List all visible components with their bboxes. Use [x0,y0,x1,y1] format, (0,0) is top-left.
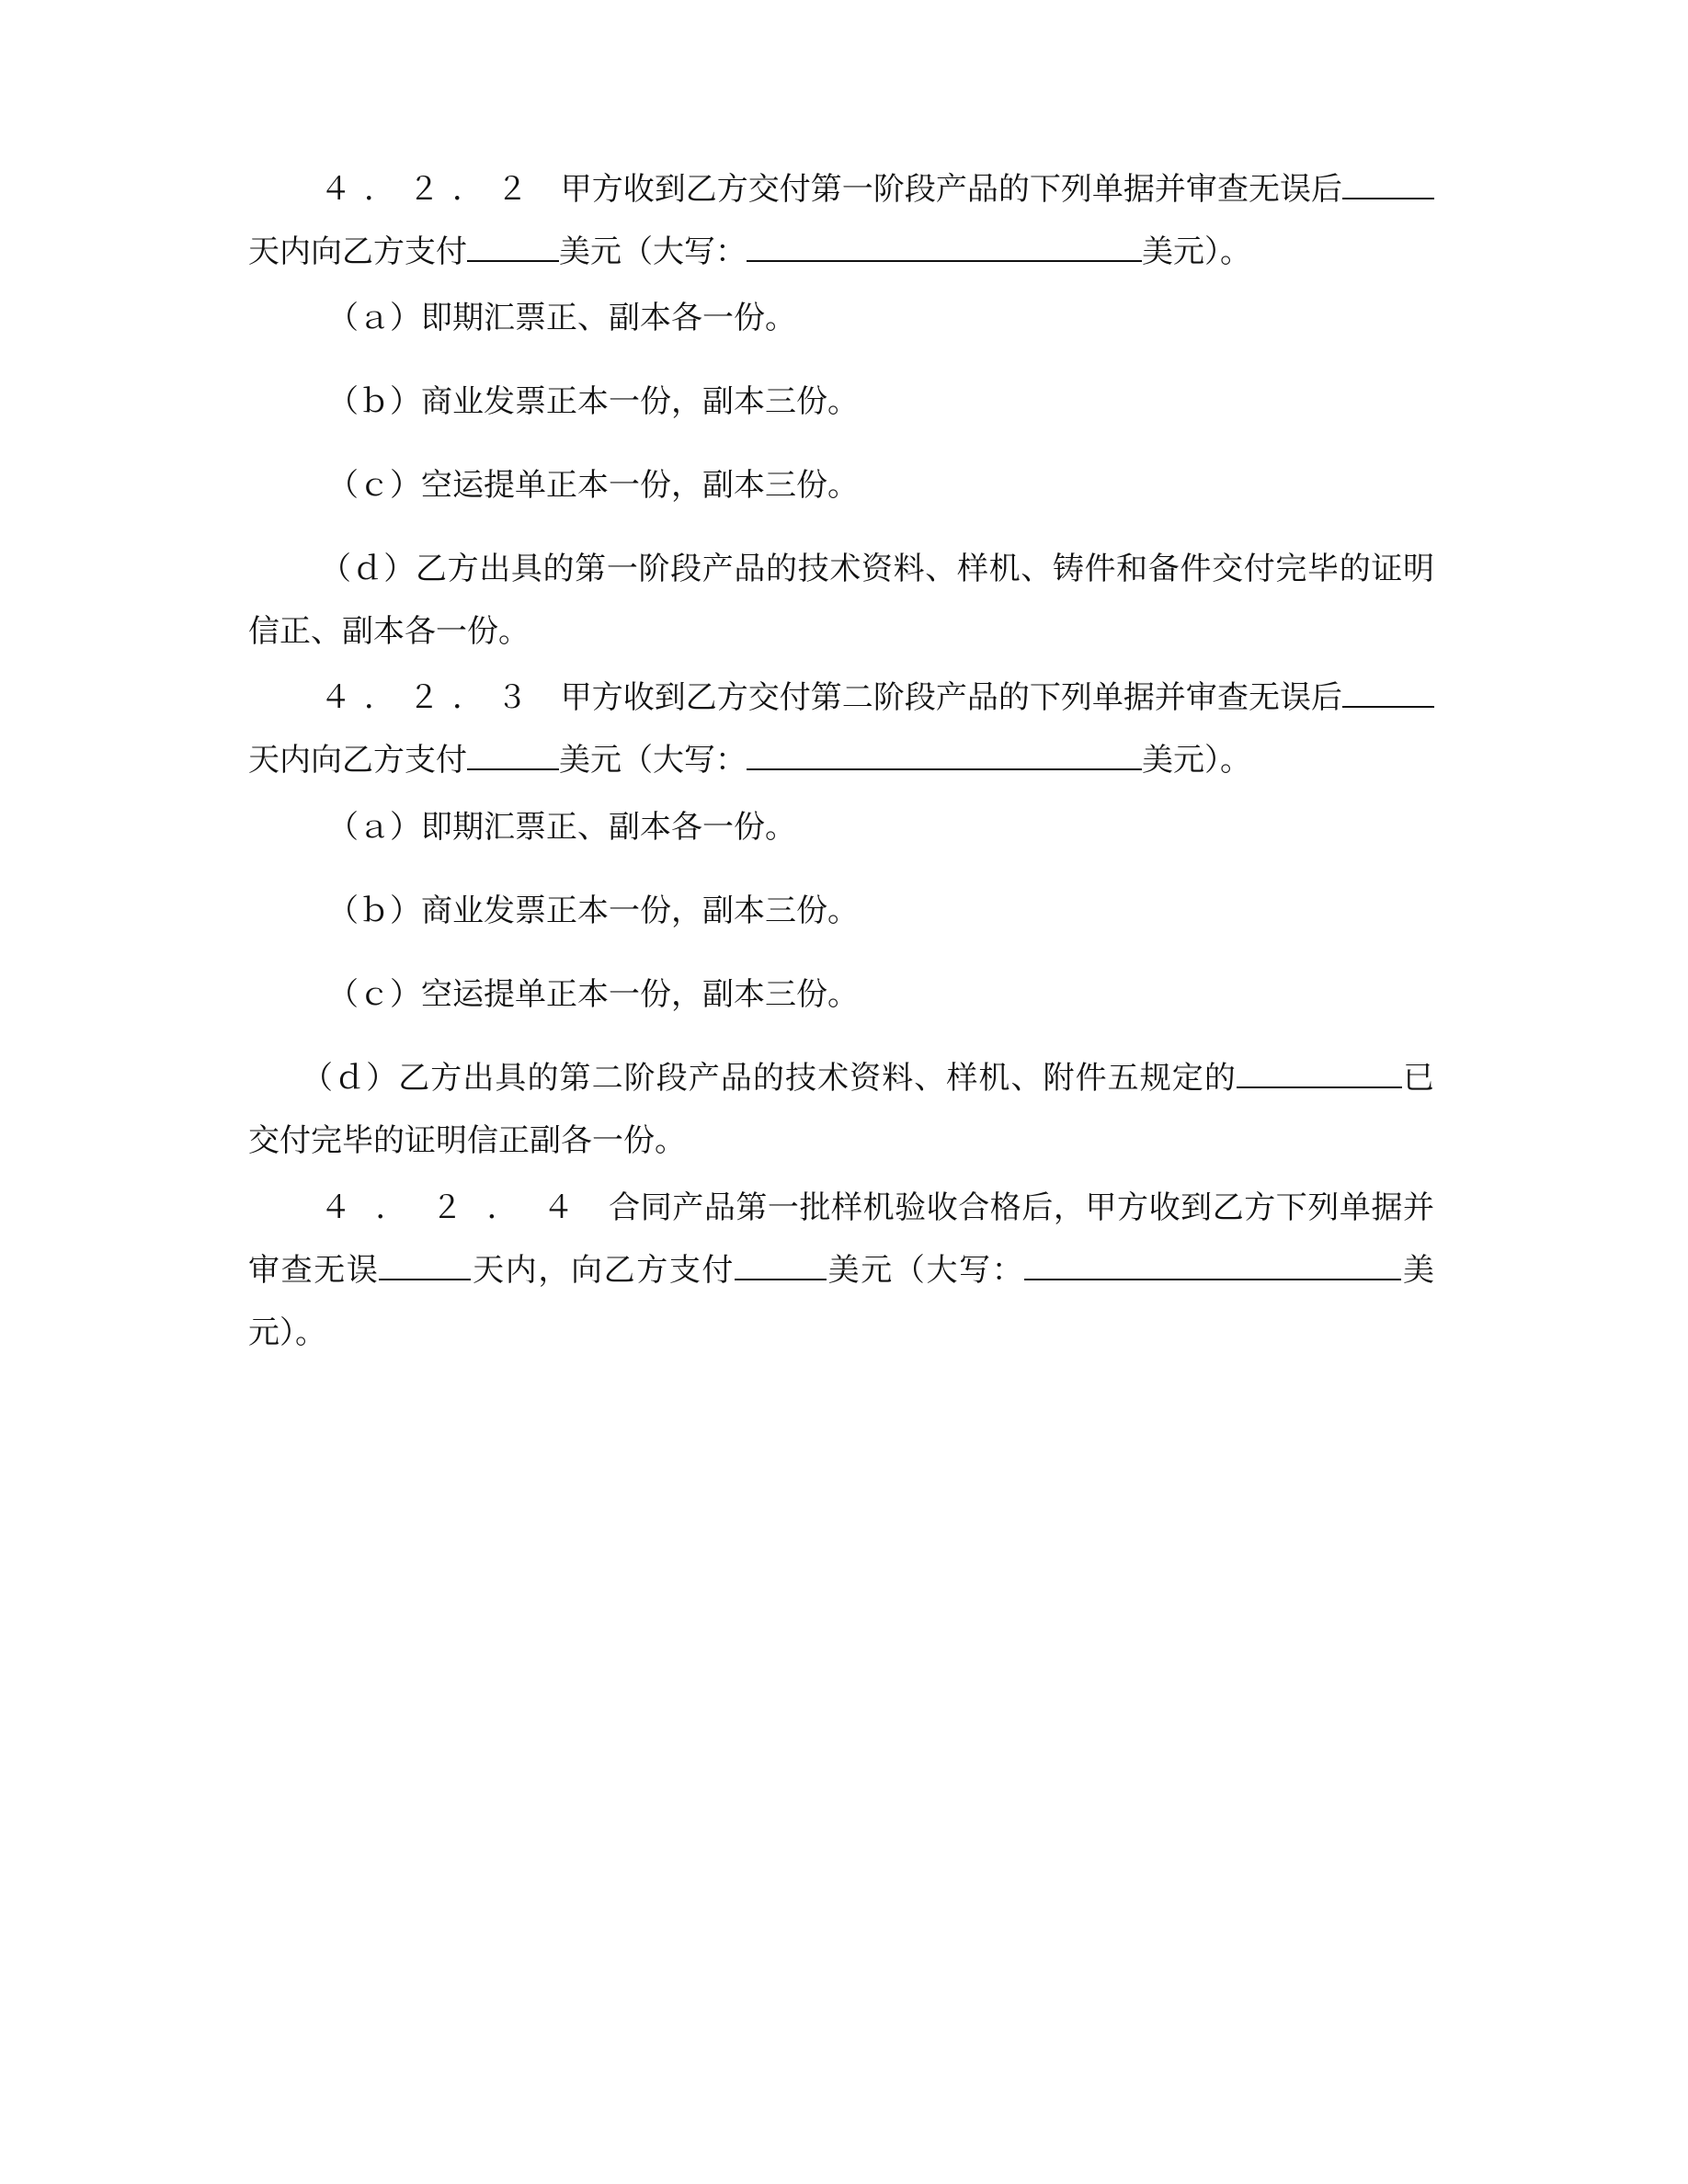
section-number: ４．２．２ [320,171,542,208]
blank-amount-words[interactable] [747,234,1142,262]
list-item: （ｂ）商业发票正本一份，副本三份。 [327,893,859,929]
paragraph-text: 美元）。 [248,1252,1435,1351]
paragraph-text: 天内，向乙方支付 [471,1252,736,1289]
paragraph-text: 已交付完毕的证明信正副各一份。 [248,1060,1435,1159]
blank-amount-words[interactable] [747,743,1142,770]
blank-amount[interactable] [467,234,559,262]
list-item: （ｃ）空运提单正本一份，副本三份。 [327,467,859,504]
list-item: （ｄ）乙方出具的第一阶段产品的技术资料、样机、铸件和备件交付完毕的证明信正、副本各一份。 [248,551,1434,650]
list-item: （ｂ）商业发票正本一份，副本三份。 [327,383,859,420]
section-4-2-3-paragraph [248,666,1434,791]
paragraph-text: 甲方收到乙方交付第二阶段产品的下列单据并审查无误后 [560,679,1342,716]
list-item: （ａ）即期汇票正、副本各一份。 [327,300,796,336]
blank-amount[interactable] [467,743,559,770]
paragraph-text: 天内向乙方支付 [248,742,467,779]
section-number: ４．２．４ [320,1189,599,1226]
document-page [248,0,1434,2184]
list-item: （ｃ）空运提单正本一份，副本三份。 [327,976,859,1013]
section-4-2-2-paragraph [248,158,1434,283]
paragraph-text: 甲方收到乙方交付第一阶段产品的下列单据并审查无误后 [560,171,1342,208]
section-number: ４．２．３ [320,679,542,716]
blank-amount[interactable] [735,1253,827,1280]
blank-days[interactable] [1342,172,1434,199]
paragraph-text: 美元（大写： [827,1252,1025,1289]
section-4-2-4-paragraph [248,1177,1434,1364]
blank-item[interactable] [1237,1061,1402,1088]
blank-days[interactable] [379,1253,471,1280]
paragraph-text: 合同产品第一批样机验收合格后，甲方收到乙方下列单据并审查无误 [248,1189,1435,1289]
blank-amount-words[interactable] [1024,1253,1401,1280]
paragraph-text: 天内向乙方支付 [248,233,467,270]
list-item: （ａ）即期汇票正、副本各一份。 [327,809,796,846]
paragraph-text: 美元）。 [1142,233,1251,270]
blank-days[interactable] [1342,680,1434,708]
paragraph-text: 美元（大写： [559,233,747,270]
paragraph-text: 美元）。 [1142,742,1251,779]
paragraph-text: 美元（大写： [559,742,747,779]
list-item [248,1047,1434,1172]
paragraph-text: （ｄ）乙方出具的第二阶段产品的技术资料、样机、附件五规定的 [302,1060,1237,1097]
